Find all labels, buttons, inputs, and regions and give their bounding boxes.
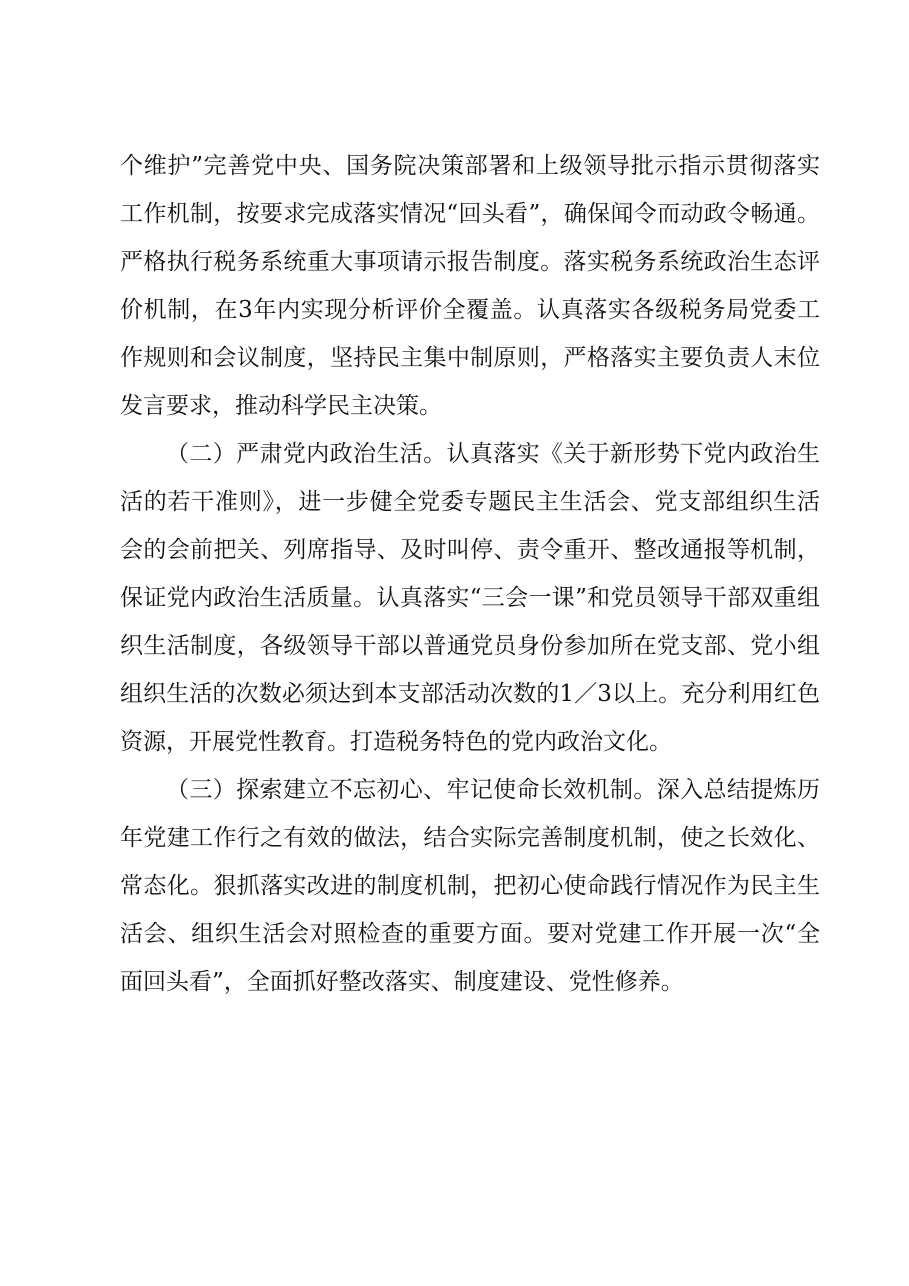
- section-heading-3: （三）探索建立不忘初心、牢记使命长效机制。: [166, 777, 657, 803]
- paragraph-2-text: 认真落实《关于新形势下党内政治生活的若干准则》，进一步健全党委专题民主生活会、党支部组织生活会的会前把关、列席指导、及时叫停、责令重开、整改通报等机制，保证党内政治生活质量。认真落实“三会一课”和党员领导干部双重组织生活制度，各级领导干部以普通党员身份参加所在党支部、党小组组织生活的次数必须达到本支部活动次数的1／3以上。充分利用红色资源，开展党性教育。打造税务特色的党内政治文化。: [120, 441, 821, 755]
- paragraph-2: [120, 430, 820, 766]
- document-body: [120, 142, 820, 1006]
- paragraph-3: [120, 766, 820, 1006]
- section-heading-2: （二）严肃党内政治生活。: [166, 441, 447, 467]
- paragraph-1-text: 个维护”完善党中央、国务院决策部署和上级领导批示指示贯彻落实工作机制，按要求完成落实情况“回头看”，确保闻令而动政令畅通。严格执行税务系统重大事项请示报告制度。落实税务系统政治生态评价机制，在3年内实现分析评价全覆盖。认真落实各级税务局党委工作规则和会议制度，坚持民主集中制原则，严格落实主要负责人末位发言要求，推动科学民主决策。: [120, 153, 820, 419]
- paragraph-3-text: 深入总结提炼历年党建工作行之有效的做法，结合实际完善制度机制，使之长效化、常态化。狠抓落实改进的制度机制，把初心使命践行情况作为民主生活会、组织生活会对照检查的重要方面。要对党建工作开展一次“全面回头看”，全面抓好整改落实、制度建设、党性修养。: [120, 777, 821, 995]
- paragraph-1: [120, 142, 820, 430]
